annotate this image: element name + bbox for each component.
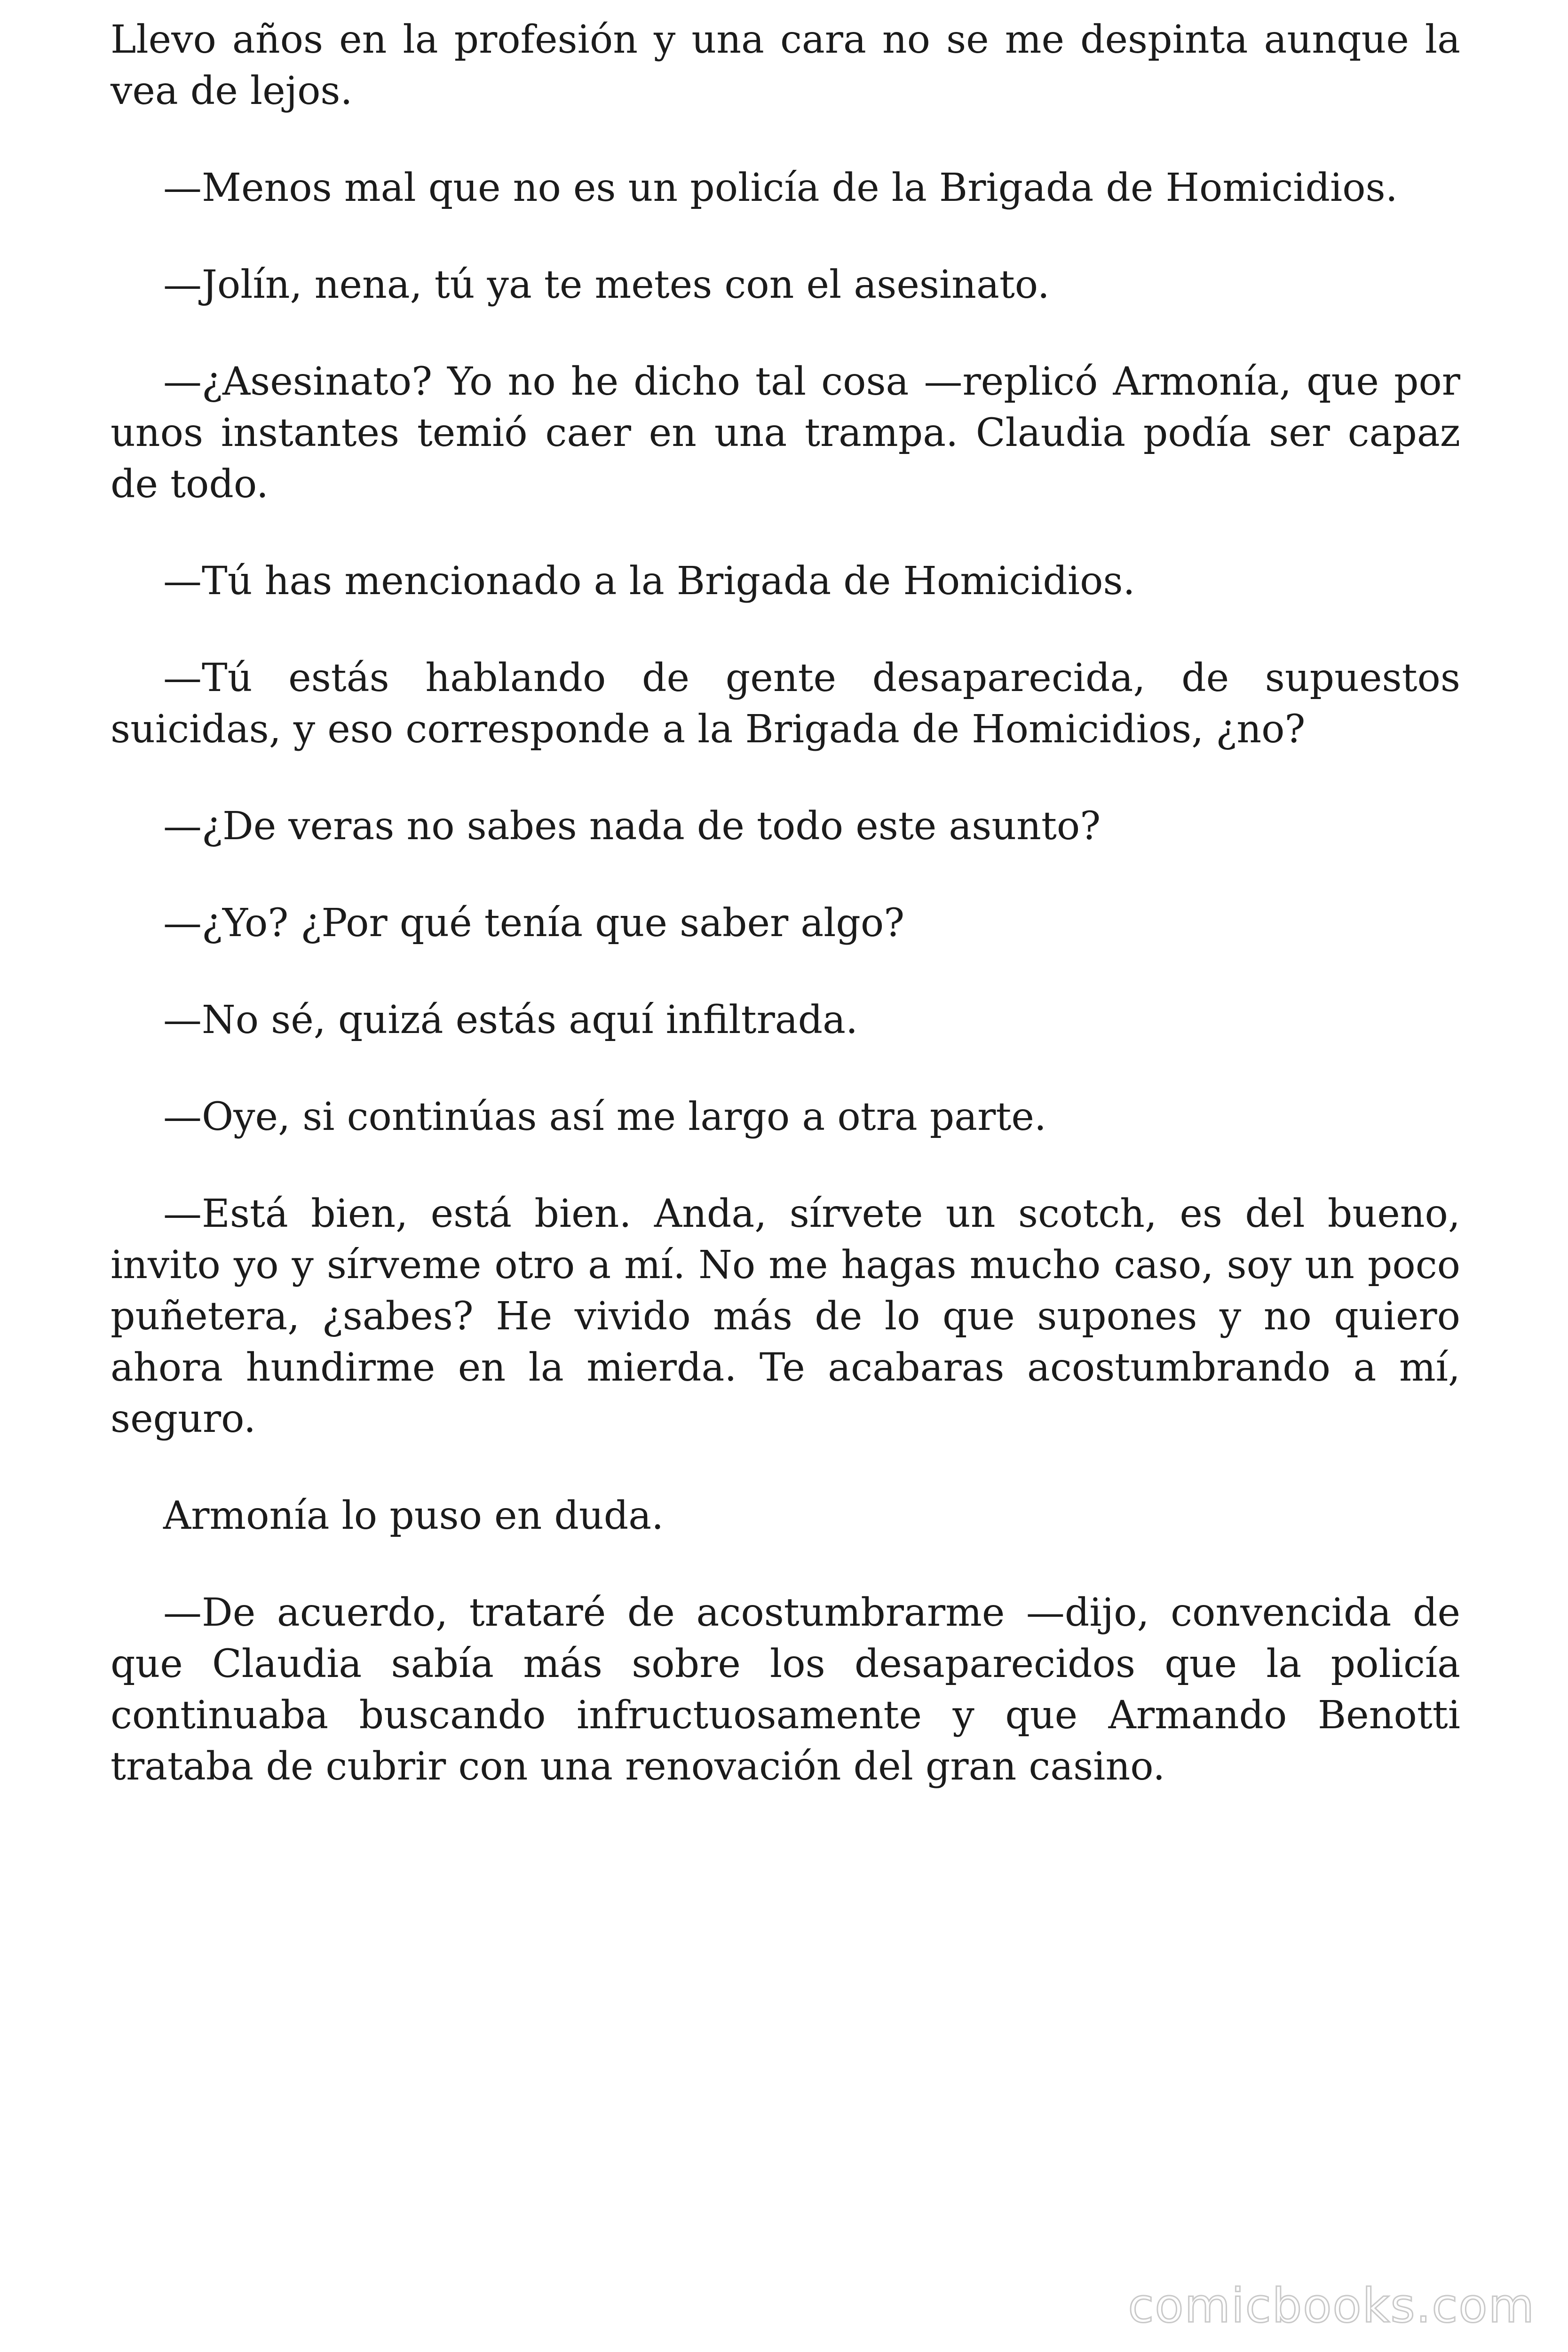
document-page [111,14,1460,1838]
paragraph-6: —Tú estás hablando de gente desaparecida, de supuestos suicidas, y eso corresponde a la Brigada de Homicidios, ¿no? [111,656,1460,752]
watermark-logo: comicbooks.com [1128,2278,1535,2333]
paragraph-11: —Está bien, está bien. Anda, sírvete un scotch, es del bueno, invito yo y sírveme otro a mí. No me hagas mucho caso, soy un poco puñetera, ¿sabes? He vivido más de lo que supones y no quiero ahora hundirme en la mierda. Te acabaras acostumbrando a mí, seguro. [111,1192,1460,1441]
paragraph-7: —¿De veras no sabes nada de todo este asunto? [163,804,1101,849]
paragraph-1: Llevo años en la profesión y una cara no se me despinta aunque la vea de lejos. [111,17,1460,113]
paragraph-8: —¿Yo? ¿Por qué tenía que saber algo? [163,901,905,946]
paragraph-12: Armonía lo puso en duda. [163,1494,664,1538]
paragraph-9: —No sé, quizá estás aquí infiltrada. [163,998,858,1042]
paragraph-10: —Oye, si continúas así me largo a otra parte. [163,1095,1046,1139]
paragraph-3: —Jolín, nena, tú ya te metes con el asesinato. [163,262,1050,307]
paragraph-5: —Tú has mencionado a la Brigada de Homicidios. [163,559,1135,604]
paragraph-13: —De acuerdo, trataré de acostumbrarme —dijo, convencida de que Claudia sabía más sobre los desaparecidos que la policía continuaba buscando infructuosamente y que Armando Benotti trataba de cubrir con una renovación del gran casino. [111,1590,1460,1789]
paragraph-2: —Menos mal que no es un policía de la Brigada de Homicidios. [163,166,1398,210]
paragraph-4: —¿Asesinato? Yo no he dicho tal cosa —replicó Armonía, que por unos instantes temió caer en una trampa. Claudia podía ser capaz de todo. [111,359,1460,507]
